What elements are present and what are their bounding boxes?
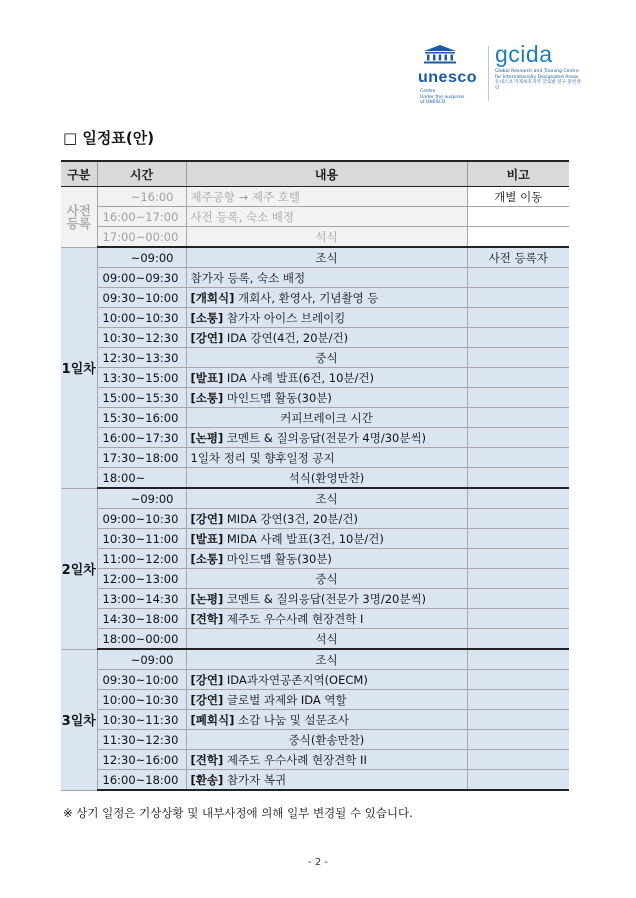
content-cell bbox=[186, 609, 467, 629]
time-cell: ~09:00 bbox=[97, 488, 186, 509]
content-cell bbox=[186, 509, 467, 529]
table-row bbox=[61, 730, 569, 750]
content-cell bbox=[186, 268, 467, 288]
time-cell: 16:00~17:00 bbox=[97, 207, 186, 227]
content-text: 제주도 우수사례 현장견학 I bbox=[223, 611, 364, 626]
note-cell bbox=[467, 609, 569, 629]
table-row bbox=[61, 288, 569, 308]
note-cell bbox=[467, 750, 569, 770]
content-text: 마인드맵 활동(30분) bbox=[223, 390, 332, 405]
session-tag: [환송] bbox=[190, 772, 224, 787]
content-text: 석식 bbox=[315, 229, 338, 244]
content-text: 1일차 정리 및 향후일정 공지 bbox=[190, 450, 335, 465]
gcida-wordmark: gcida bbox=[495, 41, 553, 67]
session-tag: [강연] bbox=[190, 511, 224, 526]
note-cell: 개별 이동 bbox=[467, 187, 569, 207]
content-text: 사전 등록, 숙소 배정 bbox=[190, 209, 294, 224]
table-row bbox=[61, 448, 569, 468]
table-row bbox=[61, 368, 569, 388]
content-text: 석식(환영만찬) bbox=[288, 470, 365, 485]
note-cell bbox=[467, 448, 569, 468]
table-row bbox=[61, 408, 569, 428]
note-cell bbox=[467, 227, 569, 248]
content-cell bbox=[186, 408, 467, 428]
note-cell bbox=[467, 549, 569, 569]
content-text: 커피브레이크 시간 bbox=[280, 410, 373, 425]
note-cell bbox=[467, 730, 569, 750]
session-tag: [폐회식] bbox=[190, 712, 235, 727]
content-text: 중식 bbox=[315, 571, 338, 586]
table-row bbox=[61, 428, 569, 448]
content-text: 참가자 아이스 브레이킹 bbox=[223, 310, 346, 325]
note-cell bbox=[467, 308, 569, 328]
table-row bbox=[61, 227, 569, 248]
note-cell bbox=[467, 488, 569, 509]
table-row bbox=[61, 710, 569, 730]
day-label: 1일차 bbox=[61, 247, 97, 488]
content-text: 석식 bbox=[315, 631, 338, 646]
content-text: 조식 bbox=[315, 250, 338, 265]
time-cell: 11:00~12:00 bbox=[97, 549, 186, 569]
session-tag: [논평] bbox=[190, 430, 224, 445]
content-text: 제주도 우수사례 현장견학 II bbox=[223, 752, 367, 767]
table-row bbox=[61, 569, 569, 589]
content-text: IDA과자연공존지역(OECM) bbox=[223, 672, 368, 687]
session-tag: [소통] bbox=[190, 551, 224, 566]
time-cell: 18:00~ bbox=[97, 468, 186, 489]
gcida-subtitle: Global Research and Training Centre for Internationally Designated Areas 유네스코 국제보호지역 글로벌 연구·훈련센터 bbox=[495, 69, 581, 91]
content-text: 참가자 등록, 숙소 배정 bbox=[190, 270, 306, 285]
table-row bbox=[61, 649, 569, 670]
content-cell bbox=[186, 690, 467, 710]
time-cell: 09:30~10:00 bbox=[97, 670, 186, 690]
content-cell bbox=[186, 730, 467, 750]
content-text: 소감 나눔 및 설문조사 bbox=[234, 712, 349, 727]
session-tag: [발표] bbox=[190, 370, 224, 385]
table-row bbox=[61, 549, 569, 569]
time-cell: 15:30~16:00 bbox=[97, 408, 186, 428]
content-cell bbox=[186, 488, 467, 509]
content-text: MIDA 사례 발표(3건, 10분/건) bbox=[223, 531, 384, 546]
content-cell bbox=[186, 308, 467, 328]
day-label: 3일차 bbox=[61, 649, 97, 790]
time-cell: 09:00~10:30 bbox=[97, 509, 186, 529]
table-row bbox=[61, 629, 569, 650]
note-cell: 사전 등록자 bbox=[467, 247, 569, 268]
content-cell bbox=[186, 207, 467, 227]
time-cell: 09:00~09:30 bbox=[97, 268, 186, 288]
content-cell bbox=[186, 328, 467, 348]
schedule-body bbox=[61, 187, 569, 791]
content-cell bbox=[186, 247, 467, 268]
content-cell bbox=[186, 750, 467, 770]
time-cell: 12:00~13:00 bbox=[97, 569, 186, 589]
time-cell: ~09:00 bbox=[97, 649, 186, 670]
note-cell bbox=[467, 368, 569, 388]
content-text: 코멘트 & 질의응답(전문가 4명/30분씩) bbox=[223, 430, 427, 445]
content-cell bbox=[186, 227, 467, 248]
table-row bbox=[61, 348, 569, 368]
time-cell: 10:30~11:00 bbox=[97, 529, 186, 549]
time-cell: 10:30~11:30 bbox=[97, 710, 186, 730]
content-text: 중식 bbox=[315, 350, 338, 365]
table-row bbox=[61, 770, 569, 791]
content-cell bbox=[186, 388, 467, 408]
time-cell: ~16:00 bbox=[97, 187, 186, 207]
content-text: MIDA 강연(3건, 20분/건) bbox=[223, 511, 359, 526]
note-cell bbox=[467, 408, 569, 428]
time-cell: 17:00~00:00 bbox=[97, 227, 186, 248]
content-cell bbox=[186, 549, 467, 569]
header-note: 비고 bbox=[467, 161, 569, 187]
content-text: 글로벌 과제와 IDA 역할 bbox=[223, 692, 347, 707]
header-content: 내용 bbox=[186, 161, 467, 187]
session-tag: [강연] bbox=[190, 330, 224, 345]
content-text: IDA 사례 발표(6건, 10분/건) bbox=[223, 370, 374, 385]
content-cell bbox=[186, 288, 467, 308]
content-text: 조식 bbox=[315, 491, 338, 506]
time-cell: ~09:00 bbox=[97, 247, 186, 268]
content-cell bbox=[186, 629, 467, 650]
content-text: 중식(환송만찬) bbox=[288, 732, 365, 747]
session-tag: [개회식] bbox=[190, 290, 235, 305]
time-cell: 16:00~18:00 bbox=[97, 770, 186, 791]
header-category: 구분 bbox=[61, 161, 97, 187]
page-number: - 2 - bbox=[308, 857, 328, 868]
content-cell bbox=[186, 649, 467, 670]
table-row bbox=[61, 609, 569, 629]
unesco-temple-icon bbox=[422, 44, 458, 64]
session-tag: [강연] bbox=[190, 692, 224, 707]
schedule-table bbox=[61, 160, 569, 791]
note-cell bbox=[467, 328, 569, 348]
content-cell bbox=[186, 589, 467, 609]
table-row bbox=[61, 750, 569, 770]
time-cell: 17:30~18:00 bbox=[97, 448, 186, 468]
table-row bbox=[61, 187, 569, 207]
content-cell bbox=[186, 710, 467, 730]
note-cell bbox=[467, 649, 569, 670]
time-cell: 10:30~12:30 bbox=[97, 328, 186, 348]
note-cell bbox=[467, 690, 569, 710]
session-tag: [소통] bbox=[190, 310, 224, 325]
content-text: 코멘트 & 질의응답(전문가 3명/20분씩) bbox=[223, 591, 427, 606]
content-text: 개회사, 환영사, 기념촬영 등 bbox=[234, 290, 379, 305]
note-cell bbox=[467, 388, 569, 408]
table-row bbox=[61, 468, 569, 489]
time-cell: 16:00~17:30 bbox=[97, 428, 186, 448]
time-cell: 14:30~18:00 bbox=[97, 609, 186, 629]
note-cell bbox=[467, 428, 569, 448]
note-cell bbox=[467, 569, 569, 589]
content-cell bbox=[186, 448, 467, 468]
note-cell bbox=[467, 629, 569, 650]
day-label: 사전 등록 bbox=[61, 187, 97, 248]
note-cell bbox=[467, 468, 569, 489]
time-cell: 10:00~10:30 bbox=[97, 308, 186, 328]
content-cell bbox=[186, 348, 467, 368]
content-cell bbox=[186, 670, 467, 690]
table-row bbox=[61, 328, 569, 348]
table-row bbox=[61, 308, 569, 328]
table-row bbox=[61, 488, 569, 509]
note-cell bbox=[467, 268, 569, 288]
time-cell: 12:30~16:00 bbox=[97, 750, 186, 770]
session-tag: [견학] bbox=[190, 611, 224, 626]
note-cell bbox=[467, 670, 569, 690]
gcida-logo bbox=[495, 42, 585, 91]
note-cell bbox=[467, 589, 569, 609]
content-cell bbox=[186, 187, 467, 207]
footnote: ※ 상기 일정은 기상상황 및 내부사정에 의해 일부 변경될 수 있습니다. bbox=[63, 806, 413, 820]
page-title: □ 일정표(안) bbox=[63, 129, 155, 147]
note-cell bbox=[467, 509, 569, 529]
content-text: IDA 강연(4건, 20분/건) bbox=[223, 330, 349, 345]
content-cell bbox=[186, 468, 467, 489]
table-row bbox=[61, 529, 569, 549]
table-row bbox=[61, 247, 569, 268]
table-header-row bbox=[61, 161, 569, 187]
table-row bbox=[61, 589, 569, 609]
time-cell: 13:00~14:30 bbox=[97, 589, 186, 609]
logo-divider bbox=[488, 46, 489, 101]
day-label: 2일차 bbox=[61, 488, 97, 649]
table-row bbox=[61, 670, 569, 690]
table-row bbox=[61, 388, 569, 408]
time-cell: 18:00~00:00 bbox=[97, 629, 186, 650]
content-text: 조식 bbox=[315, 652, 338, 667]
content-text: 제주공항 → 제주 호텔 bbox=[190, 189, 300, 204]
table-row bbox=[61, 690, 569, 710]
content-cell bbox=[186, 569, 467, 589]
content-cell bbox=[186, 368, 467, 388]
session-tag: [소통] bbox=[190, 390, 224, 405]
time-cell: 11:30~12:30 bbox=[97, 730, 186, 750]
unesco-wordmark: unesco bbox=[418, 69, 478, 86]
table-row bbox=[61, 207, 569, 227]
note-cell bbox=[467, 529, 569, 549]
note-cell bbox=[467, 348, 569, 368]
session-tag: [견학] bbox=[190, 752, 224, 767]
session-tag: [강연] bbox=[190, 672, 224, 687]
note-cell bbox=[467, 770, 569, 791]
table-row bbox=[61, 509, 569, 529]
content-text: 마인드맵 활동(30분) bbox=[223, 551, 332, 566]
content-cell bbox=[186, 529, 467, 549]
time-cell: 10:00~10:30 bbox=[97, 690, 186, 710]
content-cell bbox=[186, 428, 467, 448]
session-tag: [발표] bbox=[190, 531, 224, 546]
time-cell: 09:30~10:00 bbox=[97, 288, 186, 308]
unesco-logo bbox=[418, 44, 484, 106]
note-cell bbox=[467, 288, 569, 308]
time-cell: 15:00~15:30 bbox=[97, 388, 186, 408]
unesco-subtitle: Centre Under the auspices of UNESCO bbox=[420, 89, 465, 106]
time-cell: 13:30~15:00 bbox=[97, 368, 186, 388]
content-cell bbox=[186, 770, 467, 791]
note-cell bbox=[467, 710, 569, 730]
content-text: 참가자 복귀 bbox=[223, 772, 287, 787]
session-tag: [논평] bbox=[190, 591, 224, 606]
table-row bbox=[61, 268, 569, 288]
header-time: 시간 bbox=[97, 161, 186, 187]
note-cell bbox=[467, 207, 569, 227]
time-cell: 12:30~13:30 bbox=[97, 348, 186, 368]
